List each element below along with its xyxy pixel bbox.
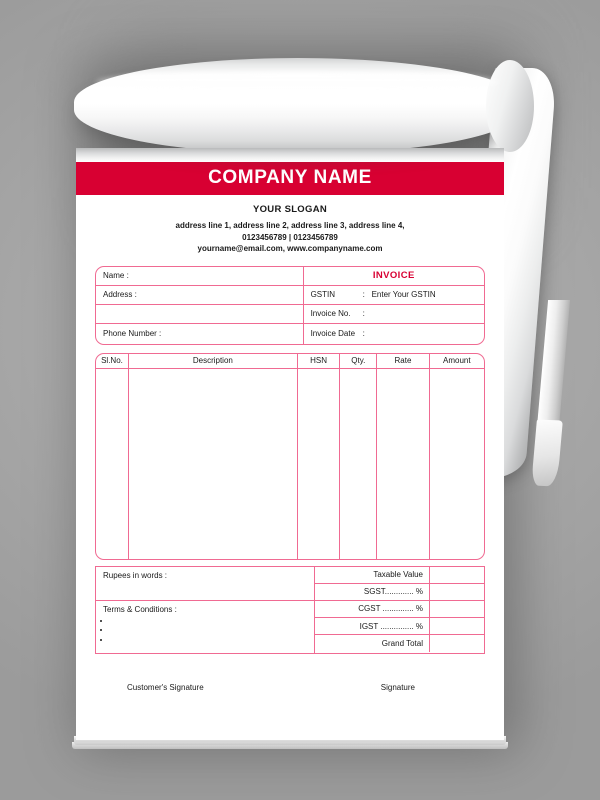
terms-and-conditions-field[interactable] xyxy=(96,601,314,653)
gstin-label: GSTIN xyxy=(310,290,336,299)
totals-value-cgst[interactable] xyxy=(430,601,484,617)
line-items-cell-amount[interactable] xyxy=(430,369,484,559)
terms-and-conditions-label: Terms & Conditions : xyxy=(103,604,177,614)
totals-label-cgst: CGST .............. % xyxy=(315,601,430,617)
gstin-field[interactable] xyxy=(304,286,484,305)
invoice-title: INVOICE xyxy=(304,267,484,286)
rolled-paper-shadow-band xyxy=(76,148,504,162)
customer-address-field-2[interactable] xyxy=(96,305,303,324)
totals-value-taxable-value[interactable] xyxy=(430,567,484,583)
line-items-table xyxy=(95,353,485,560)
totals-row-cgst xyxy=(315,601,484,618)
line-items-header-row xyxy=(96,354,484,369)
invoice-number-label: Invoice No. xyxy=(310,309,351,318)
terms-bullet-list xyxy=(110,616,307,645)
customer-name-field[interactable] xyxy=(96,267,303,286)
line-items-cell-description[interactable] xyxy=(129,369,298,559)
column-header-amount: Amount xyxy=(430,354,484,369)
customer-address-label: Address : xyxy=(103,290,137,299)
totals-row-grand-total xyxy=(315,635,484,652)
invoice-meta-column xyxy=(304,267,484,344)
rupees-in-words-label: Rupees in words : xyxy=(103,570,168,580)
line-items-body[interactable] xyxy=(96,369,484,559)
totals-row-sgst xyxy=(315,584,484,601)
company-slogan: YOUR SLOGAN xyxy=(252,204,328,215)
invoice-sheet xyxy=(76,160,504,740)
totals-label-sgst: SGST............. % xyxy=(315,584,430,600)
customer-phone-field[interactable] xyxy=(96,324,303,344)
customer-phone-label: Phone Number : xyxy=(103,329,162,338)
company-name: COMPANY NAME xyxy=(208,166,372,188)
rolled-paper-right-cap xyxy=(486,60,534,152)
signature-row xyxy=(95,683,485,692)
authorized-signature-label: Signature xyxy=(380,682,415,692)
line-items-cell-qty[interactable] xyxy=(340,369,377,559)
company-contact-line: yourname@email.com, www.companyname.com xyxy=(197,244,383,253)
company-address-line: address line 1, address line 2, address line 3, address line 4, xyxy=(175,221,405,230)
line-items-cell-slno[interactable] xyxy=(96,369,129,559)
column-header-qty: Qty. xyxy=(340,354,377,369)
customer-name-label: Name : xyxy=(103,271,129,280)
totals-table xyxy=(315,566,485,654)
column-header-hsn: HSN xyxy=(298,354,341,369)
party-and-meta-grid xyxy=(95,266,485,345)
company-name-banner xyxy=(76,160,504,195)
curled-page-flap-tip xyxy=(531,420,563,487)
terms-bullet-item[interactable] xyxy=(110,625,307,635)
company-phone-line: 0123456789 | 0123456789 xyxy=(242,232,338,242)
customer-address-field[interactable] xyxy=(96,286,303,305)
totals-value-igst[interactable] xyxy=(430,618,484,634)
column-header-slno: Sl.No. xyxy=(96,354,129,369)
invoice-date-field[interactable] xyxy=(304,324,484,344)
gstin-value: Enter Your GSTIN xyxy=(371,290,436,299)
totals-label-taxable-value: Taxable Value xyxy=(315,567,430,583)
rolled-paper-highlight xyxy=(96,72,500,92)
invoice-date-colon: : xyxy=(362,329,365,338)
invoice-number-field[interactable] xyxy=(304,305,484,324)
invoice-number-colon: : xyxy=(362,309,365,318)
terms-bullet-item[interactable] xyxy=(110,635,307,645)
rupees-in-words-field[interactable] xyxy=(96,567,314,601)
column-header-rate: Rate xyxy=(377,354,429,369)
party-details-column xyxy=(96,267,304,344)
totals-label-grand-total: Grand Total xyxy=(315,635,430,652)
totals-value-sgst[interactable] xyxy=(430,584,484,600)
line-items-cell-hsn[interactable] xyxy=(298,369,341,559)
totals-label-igst: IGST ............... % xyxy=(315,618,430,634)
line-items-cell-rate[interactable] xyxy=(377,369,429,559)
totals-value-grand-total[interactable] xyxy=(430,635,484,652)
invoice-date-label: Invoice Date xyxy=(310,329,356,338)
terms-bullet-item[interactable] xyxy=(110,616,307,626)
totals-row-igst xyxy=(315,618,484,635)
footer-left-column xyxy=(95,566,315,654)
totals-row-taxable-value xyxy=(315,567,484,584)
footer-section xyxy=(95,566,485,654)
gstin-colon: : xyxy=(362,290,365,299)
customer-signature-label: Customer's Signature xyxy=(127,682,204,692)
column-header-description: Description xyxy=(129,354,298,369)
